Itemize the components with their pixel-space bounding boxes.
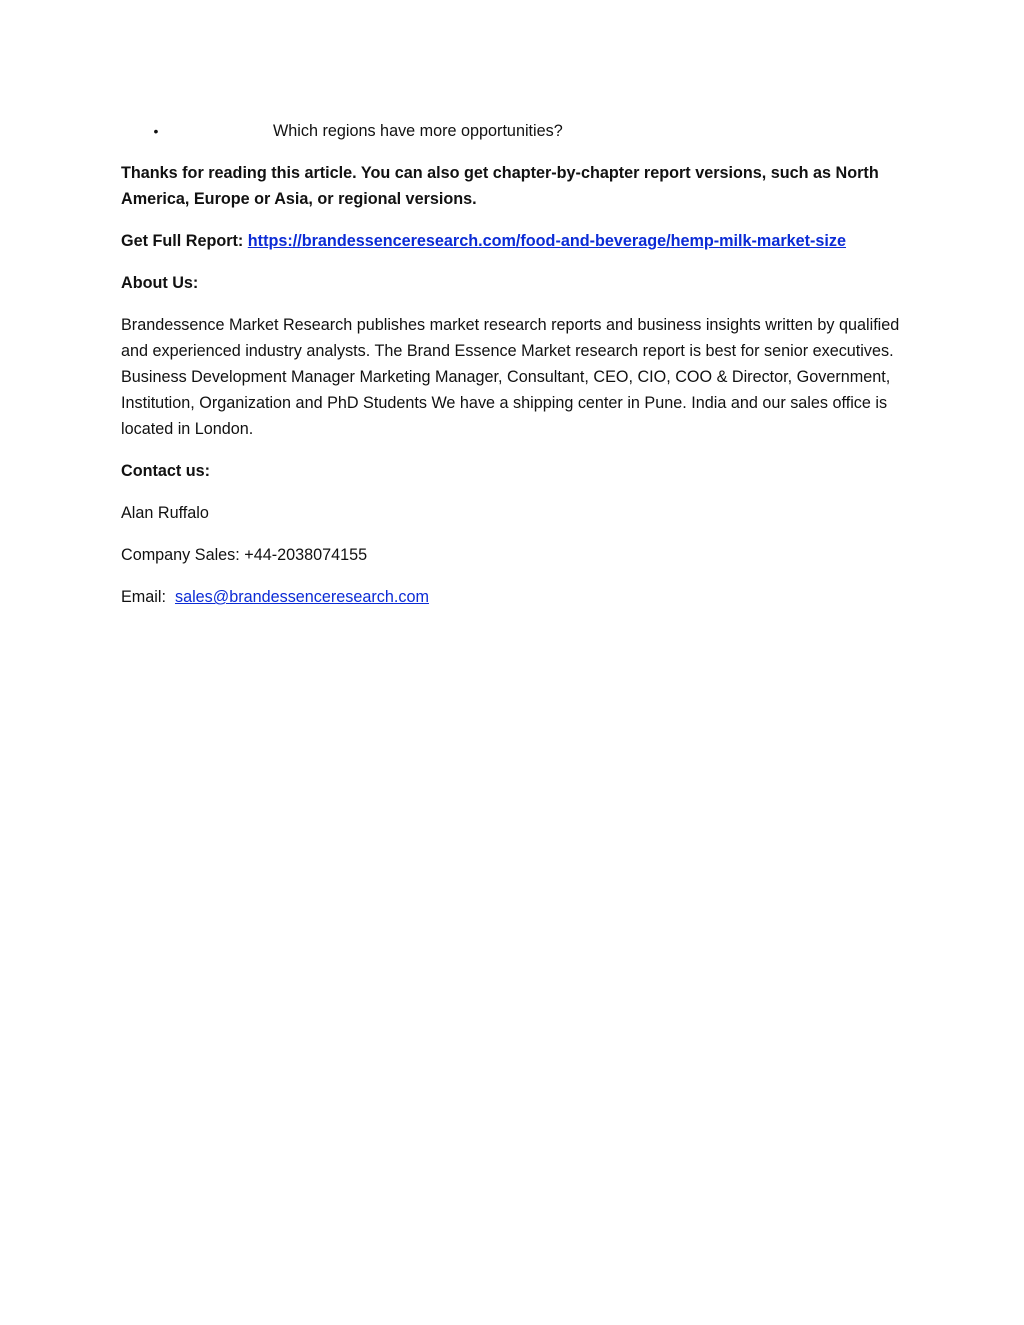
full-report-line	[121, 228, 911, 254]
about-paragraph: Brandessence Market Research publishes market research reports and business insights written by qualified and experienced industry analysts. The Brand Essence Market research report is best for senior executives. Business Development Manager Marketing Manager, Consultant, CEO, CIO, COO & Director, Government, Institution, Organization and PhD Students We have a shipping center in Pune. India and our sales office is located in London.	[121, 316, 900, 438]
contact-name: Alan Ruffalo	[121, 504, 209, 522]
about-heading: About Us:	[121, 274, 199, 292]
contact-sales: Company Sales: +44-2038074155	[121, 546, 368, 564]
email-label: Email:	[121, 588, 175, 606]
contact-email-line	[121, 584, 911, 610]
list-item-text: Which regions have more opportunities?	[273, 122, 563, 140]
contact-heading: Contact us:	[121, 462, 211, 480]
bullet-icon: •	[153, 123, 159, 139]
thanks-paragraph: Thanks for reading this article. You can also get chapter-by-chapter report versions, such as North America, Europe or Asia, or regional versions.	[121, 164, 879, 208]
full-report-label: Get Full Report:	[121, 232, 248, 250]
full-report-link[interactable]: https://brandessenceresearch.com/food-and-beverage/hemp-milk-market-size	[247, 232, 847, 250]
list-item	[121, 118, 911, 144]
email-link[interactable]: sales@brandessenceresearch.com	[174, 588, 429, 606]
document-body	[121, 118, 911, 626]
